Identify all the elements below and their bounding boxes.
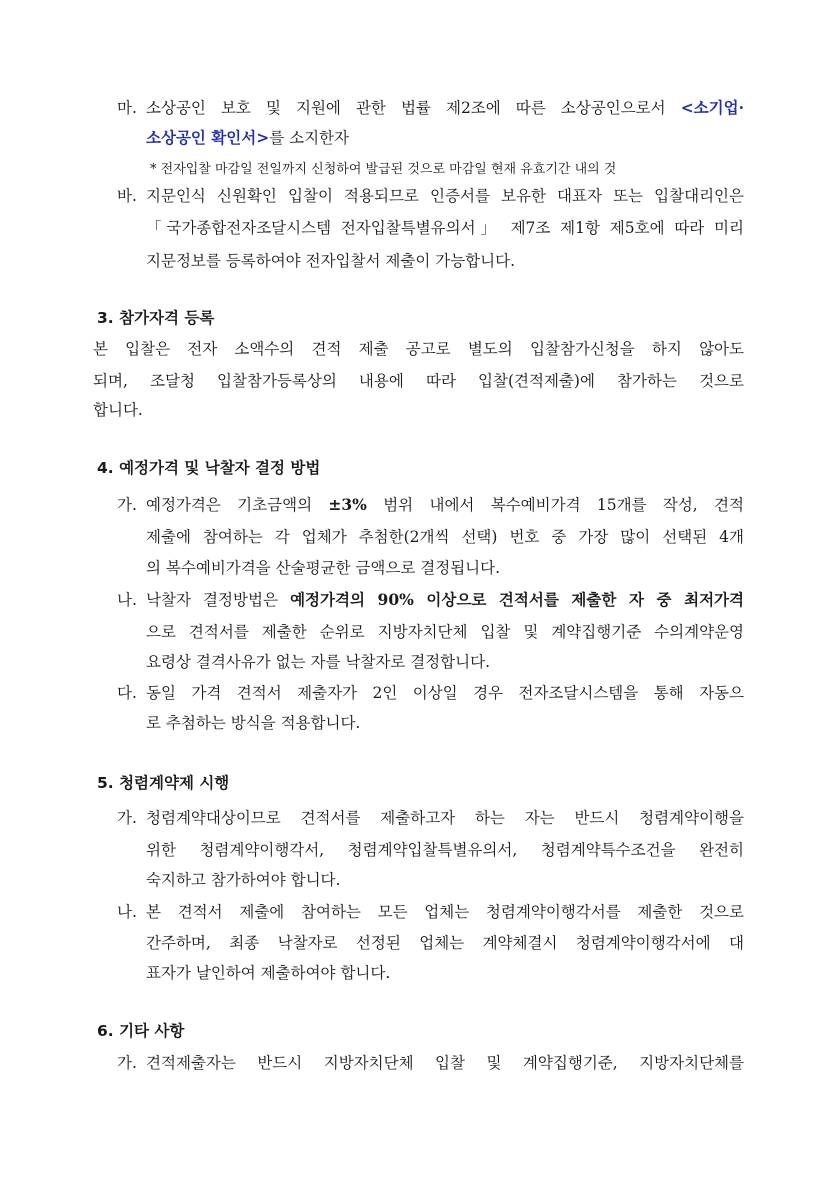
section-4-da-marker: 다. xyxy=(117,684,137,702)
item-ma-marker: 마. xyxy=(117,99,137,117)
section-3-line-1: 본 입찰은 전자 소액수의 견적 제출 공고로 별도의 입찰참가신청을 하지 않아도 xyxy=(93,340,744,358)
section-4-na-text: 낙찰자 결정방법은 xyxy=(146,591,291,609)
section-5-na-marker: 나. xyxy=(117,903,137,921)
item-ba-line-1: 지문인식 신원확인 입찰이 적용되므로 인증서를 보유한 대표자 또는 입찰대리인은 xyxy=(146,187,744,205)
certificate-highlight: <소기업· xyxy=(680,98,744,117)
lowest-price-bold: 예정가격의 90% 이상으로 견적서를 제출한 자 중 최저가격 xyxy=(290,590,744,609)
section-3-line-3: 합니다. xyxy=(93,401,143,419)
section-5-na-line-3: 표자가 날인하여 제출하여야 합니다. xyxy=(146,964,391,982)
section-4-na-marker: 나. xyxy=(117,591,137,609)
section-4-ga-text-post: 범위 내에서 복수예비가격 15개를 작성, 견적 xyxy=(366,496,744,514)
item-ma-line-1 xyxy=(146,98,744,118)
section-4-ga-line-2: 제출에 참여하는 각 업체가 추첨한(2개씩 선택) 번호 중 가장 많이 선택된 4개 xyxy=(146,528,744,546)
section-4-da-line-1: 동일 가격 견적서 제출자가 2인 이상일 경우 전자조달시스템을 통해 자동으 xyxy=(146,684,744,702)
section-5-ga-line-1: 청렴계약대상이므로 견적서를 제출하고자 하는 자는 반드시 청렴계약이행을 xyxy=(146,809,744,827)
item-ma-note: * 전자입찰 마감일 전일까지 신청하여 발급된 것으로 마감일 현재 유효기간 내의 것 xyxy=(150,162,617,177)
section-4-ga-line-3: 의 복수예비가격을 산술평균한 금액으로 결정됩니다. xyxy=(146,559,501,577)
item-ma-line-2 xyxy=(146,128,349,148)
section-5-title: 5. 청렴계약제 시행 xyxy=(97,774,230,792)
item-ma-text: 소상공인 보호 및 지원에 관한 법률 제2조에 따른 소상공인으로서 xyxy=(146,99,681,117)
section-4-da-line-2: 로 추첨하는 방식을 적용합니다. xyxy=(146,714,361,732)
section-6-ga-marker: 가. xyxy=(117,1054,137,1072)
section-4-title: 4. 예정가격 및 낙찰자 결정 방법 xyxy=(97,459,321,477)
section-6-title: 6. 기타 사항 xyxy=(97,1022,185,1040)
item-ba-line-2: 「국가종합전자조달시스템 전자입찰특별유의서」 제7조 제1항 제5호에 따라 미리 xyxy=(146,219,744,237)
section-5-ga-marker: 가. xyxy=(117,809,137,827)
section-6-ga-line-1: 견적제출자는 반드시 지방자치단체 입찰 및 계약집행기준, 지방자치단체를 xyxy=(146,1054,744,1072)
section-4-ga-line-1 xyxy=(146,495,744,515)
section-3-title: 3. 참가자격 등록 xyxy=(97,309,215,327)
section-4-ga-text: 예정가격은 기초금액의 xyxy=(146,496,329,514)
section-5-na-line-1: 본 견적서 제출에 참여하는 모든 업체는 청렴계약이행각서를 제출한 것으로 xyxy=(146,903,744,921)
section-4-ga-marker: 가. xyxy=(117,496,137,514)
section-3-line-2: 되며, 조달청 입찰참가등록상의 내용에 따라 입찰(견적제출)에 참가하는 것으로 xyxy=(93,372,744,390)
section-5-ga-line-3: 숙지하고 참가하여야 합니다. xyxy=(146,871,341,889)
item-ba-line-3: 지문정보를 등록하여야 전자입찰서 제출이 가능합니다. xyxy=(146,252,516,270)
item-ba-marker: 바. xyxy=(117,187,137,205)
certificate-highlight-cont: 소상공인 확인서> xyxy=(146,128,270,147)
section-4-na-line-3: 요령상 결격사유가 없는 자를 낙찰자로 결정합니다. xyxy=(146,653,490,671)
section-5-ga-line-2: 위한 청렴계약이행각서, 청렴계약입찰특별유의서, 청렴계약특수조건을 완전히 xyxy=(146,841,744,859)
section-5-na-line-2: 간주하며, 최종 낙찰자로 선정된 업체는 계약체결시 청렴계약이행각서에 대 xyxy=(146,934,744,952)
range-bold: ±3% xyxy=(328,495,367,514)
item-ma-text-cont: 를 소지한자 xyxy=(269,129,349,147)
section-4-na-line-1 xyxy=(146,590,744,610)
section-4-na-line-2: 으로 견적서를 제출한 순위로 지방자치단체 입찰 및 계약집행기준 수의계약운영 xyxy=(146,623,744,641)
